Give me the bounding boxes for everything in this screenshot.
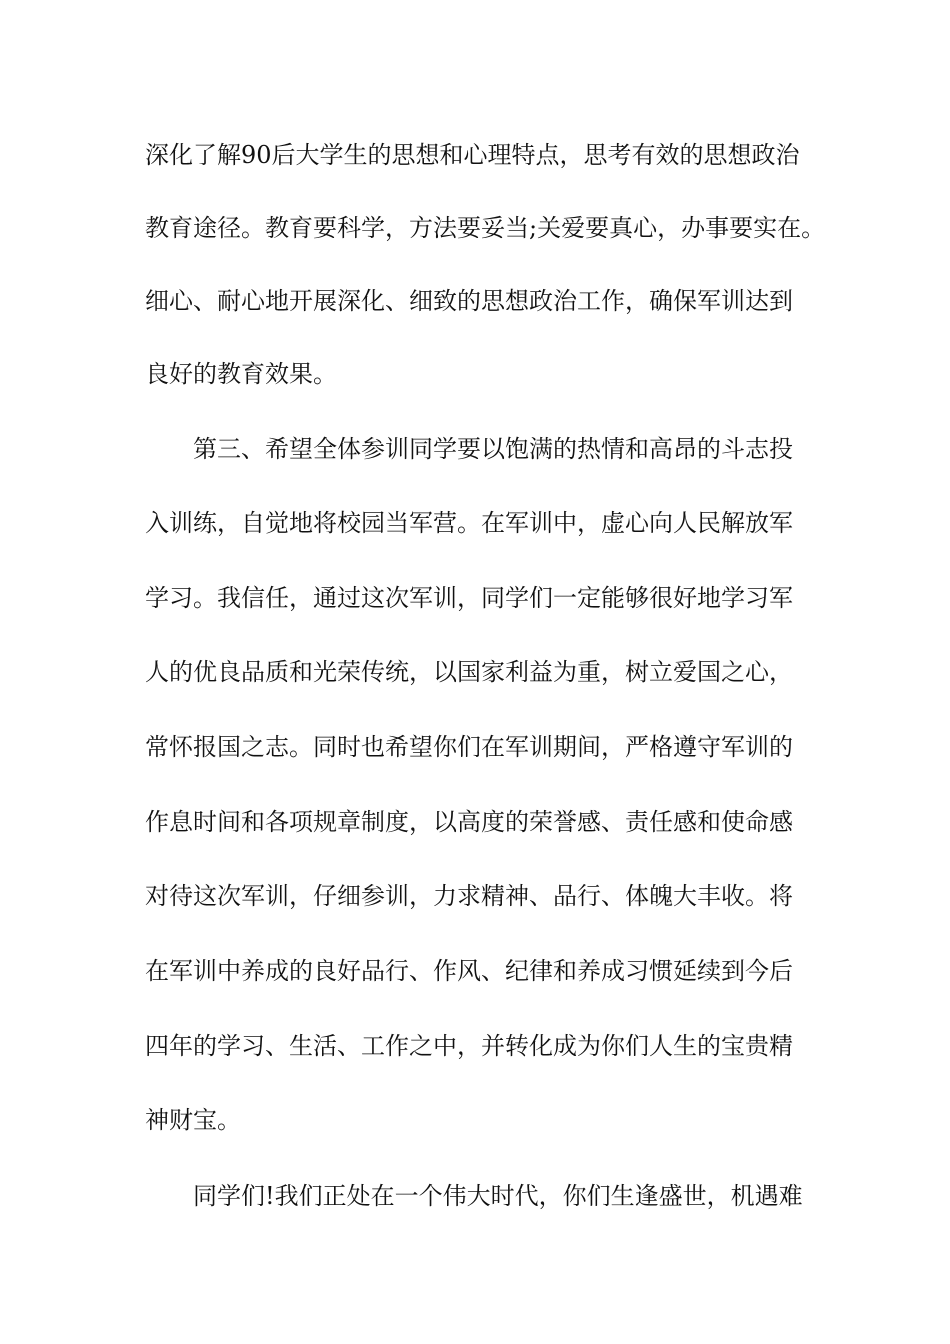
paragraph-start-line: 第三、希望全体参训同学要以饱满的热情和高昂的斗志投 [193,435,793,463]
text-line: 四年的学习、生活、工作之中，并转化成为你们人生的宝贵精 [145,1032,793,1060]
text-line: 教育途径。教育要科学，方法要妥当;关爱要真心，办事要实在。 [145,214,826,242]
text-line: 细心、耐心地开展深化、细致的思想政治工作，确保军训达到 [145,287,793,315]
paragraph-start-line: 同学们!我们正处在一个伟大时代，你们生逢盛世，机遇难 [193,1182,803,1210]
text-line: 对待这次军训，仔细参训，力求精神、品行、体魄大丰收。将 [145,882,793,910]
text-line: 在军训中养成的良好品行、作风、纪律和养成习惯延续到今后 [145,957,793,985]
text-line: 作息时间和各项规章制度，以高度的荣誉感、责任感和使命感 [145,808,793,836]
text-line: 良好的教育效果。 [145,360,337,388]
text-line: 人的优良品质和光荣传统，以国家利益为重，树立爱国之心， [145,658,793,686]
text-line: 学习。我信任，通过这次军训，同学们一定能够很好地学习军 [145,584,793,612]
text-line: 深化了解90后大学生的思想和心理特点，思考有效的思想政治 [145,141,800,169]
text-line: 神财宝。 [145,1106,241,1134]
text-line: 常怀报国之志。同时也希望你们在军训期间，严格遵守军训的 [145,733,793,761]
text-line: 入训练，自觉地将校园当军营。在军训中，虚心向人民解放军 [145,509,793,537]
